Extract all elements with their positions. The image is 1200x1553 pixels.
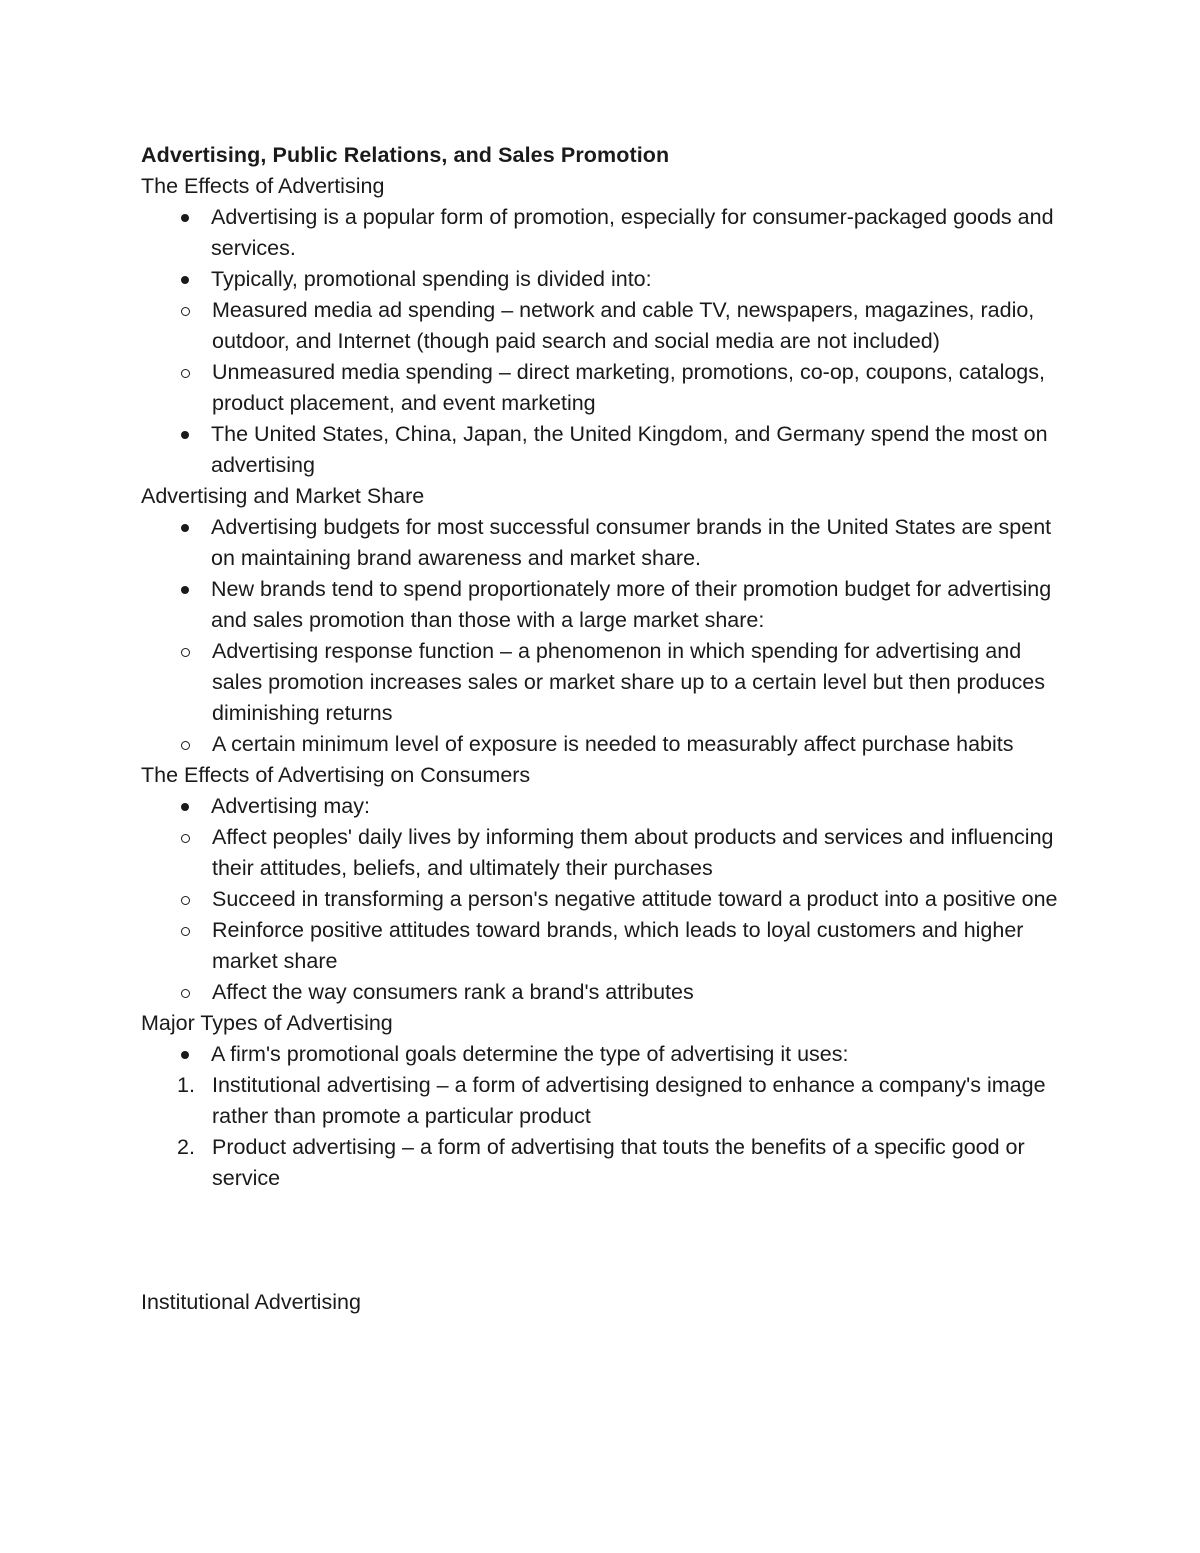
sub-list-item-text: Affect peoples' daily lives by informing them about products and services and influencing their attitudes, beliefs, and ultimately their purchases <box>212 825 1054 880</box>
list-item <box>141 264 1071 295</box>
numbered-list-item <box>141 1132 1071 1194</box>
numbered-list-item-text: Institutional advertising – a form of advertising designed to enhance a company's image rather than promote a particular product <box>212 1073 1046 1128</box>
list-item-text: Advertising is a popular form of promotion, especially for consumer-packaged goods and services. <box>211 205 1054 260</box>
list-item <box>141 791 1071 822</box>
blank-space <box>141 1194 1071 1287</box>
document-body <box>141 140 1071 1318</box>
bullet-list <box>141 419 1071 481</box>
sub-list-item <box>141 357 1071 419</box>
sub-list-item-text: Affect the way consumers rank a brand's attributes <box>212 980 694 1004</box>
numbered-list-item-text: Product advertising – a form of advertising that touts the benefits of a specific good or service <box>212 1135 1025 1190</box>
list-item <box>141 512 1071 574</box>
section-heading-advertising-market-share: Advertising and Market Share <box>141 484 425 508</box>
bullet-list <box>141 1039 1071 1070</box>
list-number: 1. <box>177 1073 195 1097</box>
list-item <box>141 1039 1071 1070</box>
section-heading-effects-of-advertising: The Effects of Advertising <box>141 174 385 198</box>
sub-list-item-text: Succeed in transforming a person's negative attitude toward a product into a positive one <box>212 887 1058 911</box>
sub-list-item <box>141 915 1071 977</box>
section-heading-institutional-advertising: Institutional Advertising <box>141 1290 361 1314</box>
list-item <box>141 202 1071 264</box>
section-heading-effects-on-consumers: The Effects of Advertising on Consumers <box>141 763 531 787</box>
list-item-text: The United States, China, Japan, the United Kingdom, and Germany spend the most on advertising <box>211 422 1048 477</box>
list-item <box>141 574 1071 636</box>
sub-list-item <box>141 636 1071 729</box>
numbered-list-item <box>141 1070 1071 1132</box>
sub-list-item-text: Unmeasured media spending – direct marketing, promotions, co-op, coupons, catalogs, product placement, and event marketing <box>212 360 1045 415</box>
sub-list-item-text: Measured media ad spending – network and cable TV, newspapers, magazines, radio, outdoor, and Internet (though paid search and social media are not included) <box>212 298 1035 353</box>
list-item-text: New brands tend to spend proportionately more of their promotion budget for advertising and sales promotion than those with a large market share: <box>211 577 1052 632</box>
sub-bullet-list <box>141 636 1071 760</box>
sub-list-item <box>141 884 1071 915</box>
sub-list-item-text: Advertising response function – a phenomenon in which spending for advertising and sales promotion increases sales or market share up to a certain level but then produces diminishing returns <box>212 639 1045 725</box>
list-item-text: Typically, promotional spending is divided into: <box>211 267 652 291</box>
sub-list-item <box>141 822 1071 884</box>
sub-list-item-text: Reinforce positive attitudes toward brands, which leads to loyal customers and higher market share <box>212 918 1024 973</box>
list-item <box>141 419 1071 481</box>
bullet-list <box>141 202 1071 295</box>
list-number: 2. <box>177 1135 195 1159</box>
document-title: Advertising, Public Relations, and Sales Promotion <box>141 143 670 167</box>
list-item-text: A firm's promotional goals determine the type of advertising it uses: <box>211 1042 849 1066</box>
sub-bullet-list <box>141 295 1071 419</box>
sub-bullet-list <box>141 822 1071 1008</box>
sub-list-item <box>141 729 1071 760</box>
sub-list-item <box>141 295 1071 357</box>
bullet-list <box>141 512 1071 636</box>
bullet-list <box>141 791 1071 822</box>
list-item-text: Advertising budgets for most successful consumer brands in the United States are spent on maintaining brand awareness and market share. <box>211 515 1052 570</box>
section-heading-major-types: Major Types of Advertising <box>141 1011 393 1035</box>
sub-list-item <box>141 977 1071 1008</box>
sub-list-item-text: A certain minimum level of exposure is needed to measurably affect purchase habits <box>212 732 1014 756</box>
numbered-list <box>141 1070 1071 1194</box>
list-item-text: Advertising may: <box>211 794 370 818</box>
